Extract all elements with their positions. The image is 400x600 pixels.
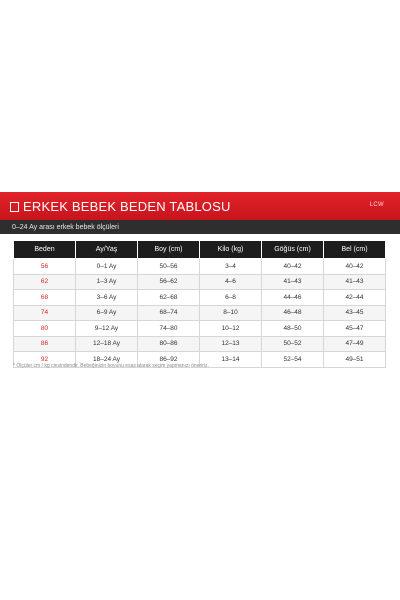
size-cell: 62 bbox=[14, 274, 76, 290]
chest-cell: 41–43 bbox=[262, 274, 324, 290]
size-table bbox=[13, 240, 386, 368]
weight-cell: 4–6 bbox=[200, 274, 262, 290]
age-cell: 1–3 Ay bbox=[76, 274, 138, 290]
weight-cell: 8–10 bbox=[200, 305, 262, 321]
chest-cell: 50–52 bbox=[262, 336, 324, 352]
column-header: Ay/Yaş bbox=[76, 241, 138, 259]
waist-cell: 49–51 bbox=[324, 352, 386, 368]
height-cell: 62–68 bbox=[138, 290, 200, 306]
weight-cell: 10–12 bbox=[200, 321, 262, 337]
age-cell: 12–18 Ay bbox=[76, 336, 138, 352]
size-cell: 74 bbox=[14, 305, 76, 321]
size-cell: 68 bbox=[14, 290, 76, 306]
size-cell: 86 bbox=[14, 336, 76, 352]
size-cell: 56 bbox=[14, 259, 76, 275]
age-cell: 9–12 Ay bbox=[76, 321, 138, 337]
column-header: Göğüs (cm) bbox=[262, 241, 324, 259]
age-cell: 0–1 Ay bbox=[76, 259, 138, 275]
square-outline-icon bbox=[10, 202, 19, 212]
weight-cell: 6–8 bbox=[200, 290, 262, 306]
waist-cell: 40–42 bbox=[324, 259, 386, 275]
age-cell: 6–9 Ay bbox=[76, 305, 138, 321]
chest-cell: 40–42 bbox=[262, 259, 324, 275]
height-cell: 56–62 bbox=[138, 274, 200, 290]
footnote: * Ölçüler cm / kg cinsindendir. Bebeğinizin boyunu esas alarak seçim yapmanızı öneririz. bbox=[13, 363, 209, 369]
size-cell: 92 bbox=[14, 352, 76, 368]
column-header: Beden bbox=[14, 241, 76, 259]
table-header-row bbox=[14, 241, 386, 259]
waist-cell: 41–43 bbox=[324, 274, 386, 290]
column-header: Bel (cm) bbox=[324, 241, 386, 259]
table-row bbox=[14, 259, 386, 275]
table-row bbox=[14, 321, 386, 337]
waist-cell: 45–47 bbox=[324, 321, 386, 337]
table-row bbox=[14, 305, 386, 321]
chest-cell: 52–54 bbox=[262, 352, 324, 368]
weight-cell: 12–13 bbox=[200, 336, 262, 352]
table-row bbox=[14, 290, 386, 306]
age-cell: 18–24 Ay bbox=[76, 352, 138, 368]
height-cell: 74–80 bbox=[138, 321, 200, 337]
size-cell: 80 bbox=[14, 321, 76, 337]
table-row bbox=[14, 274, 386, 290]
subheader-text: 0–24 Ay arası erkek bebek ölçüleri bbox=[12, 223, 119, 231]
size-chart-header bbox=[0, 192, 400, 220]
weight-cell: 3–4 bbox=[200, 259, 262, 275]
height-cell: 80–86 bbox=[138, 336, 200, 352]
subheader-bar bbox=[0, 220, 400, 234]
waist-cell: 42–44 bbox=[324, 290, 386, 306]
age-cell: 3–6 Ay bbox=[76, 290, 138, 306]
column-header: Kilo (kg) bbox=[200, 241, 262, 259]
column-header: Boy (cm) bbox=[138, 241, 200, 259]
height-cell: 50–56 bbox=[138, 259, 200, 275]
waist-cell: 43–45 bbox=[324, 305, 386, 321]
chest-cell: 46–48 bbox=[262, 305, 324, 321]
brand-label: LCW bbox=[369, 202, 384, 208]
chest-cell: 44–46 bbox=[262, 290, 324, 306]
weight-cell: 13–14 bbox=[200, 352, 262, 368]
chest-cell: 48–50 bbox=[262, 321, 324, 337]
waist-cell: 47–49 bbox=[324, 336, 386, 352]
page-title: ERKEK BEBEK BEDEN TABLOSU bbox=[23, 198, 231, 214]
height-cell: 86–92 bbox=[138, 352, 200, 368]
table-row bbox=[14, 336, 386, 352]
height-cell: 68–74 bbox=[138, 305, 200, 321]
